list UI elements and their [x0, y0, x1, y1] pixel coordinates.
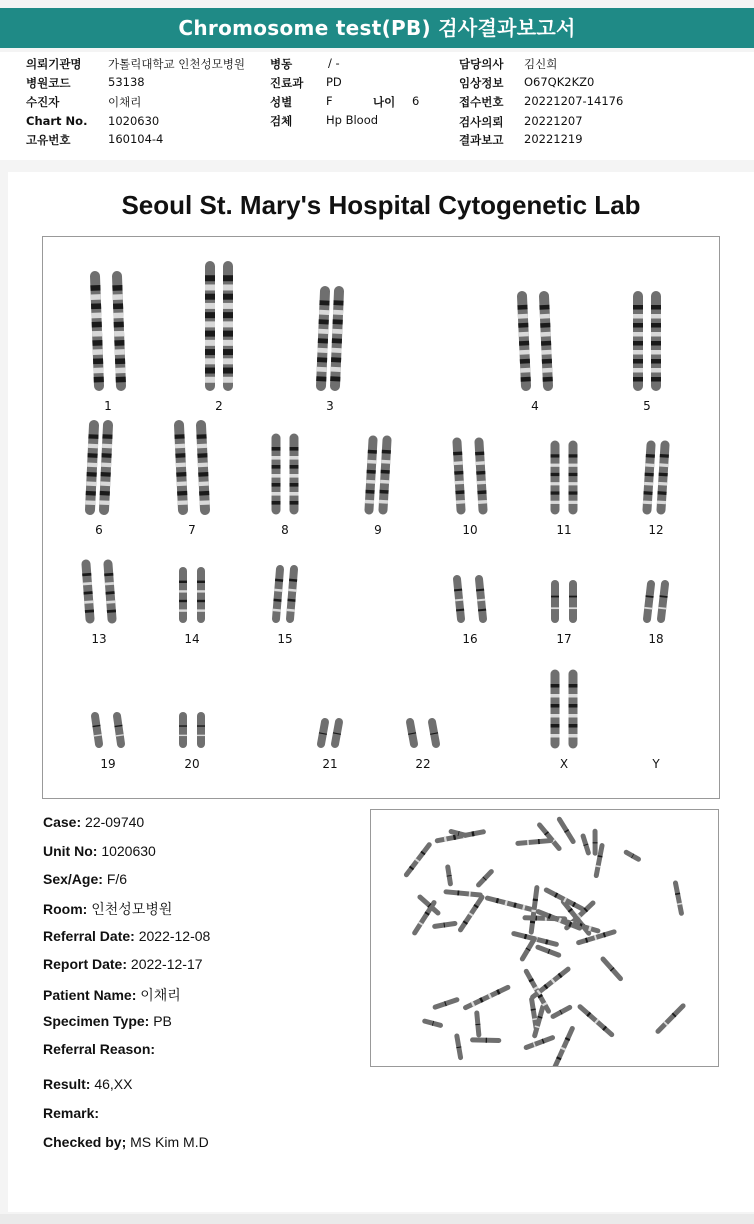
info-value: PD: [326, 75, 342, 89]
info-label: 고유번호: [26, 133, 71, 147]
metaphase-chromosome: [451, 832, 465, 836]
patient-name-row: [43, 985, 181, 1005]
chromosome-6-b: [104, 425, 108, 510]
info-value: Hp Blood: [326, 113, 379, 127]
chromosome-label: 4: [531, 399, 539, 413]
chromosome-1-a: [95, 276, 99, 386]
metaphase-chromosome: [626, 852, 638, 859]
chromosome-label: 8: [281, 523, 289, 537]
info-value: / -: [328, 56, 340, 70]
chromosome-label: 14: [184, 632, 200, 646]
info-label: 진료과: [270, 76, 304, 90]
checked-by-label: Checked by;: [43, 1134, 127, 1150]
metaphase-chromosome: [446, 892, 480, 895]
chromosome-1-b: [117, 276, 121, 386]
result-value: 46,XX: [94, 1076, 133, 1092]
report-date-label: Report Date:: [43, 956, 128, 972]
metaphase-chromosome: [479, 872, 492, 885]
info-value: 20221207-14176: [524, 94, 624, 108]
specimen-row: [43, 1013, 172, 1029]
metaphase-chromosome: [522, 939, 534, 959]
metaphase-chromosome: [466, 987, 508, 1007]
result-label: Result:: [43, 1076, 91, 1092]
chromosome-21-b: [335, 722, 339, 744]
patient-name-label: Patient Name:: [43, 987, 137, 1003]
bottom-strip: [0, 1214, 754, 1224]
unit-row: [43, 843, 156, 859]
chromosome-21-a: [321, 722, 325, 744]
report-date-row: [43, 956, 203, 972]
chromosome-7-a: [179, 425, 183, 510]
chromosome-label: X: [559, 757, 569, 771]
referral-date-value: 2022-12-08: [138, 928, 211, 944]
report-title: Chromosome test(PB) 검사결과보고서: [178, 16, 576, 40]
cytogenetic-report: [8, 172, 754, 1212]
report-title-banner: [0, 8, 754, 48]
info-value: 20221219: [524, 132, 583, 146]
chromosome-19-b: [117, 716, 121, 744]
metaphase-chromosome: [457, 1036, 461, 1058]
chromosome-9-b: [383, 440, 387, 510]
karyogram-panel: [42, 236, 720, 799]
chromosome-10-b: [479, 442, 483, 510]
metaphase-chromosome: [580, 1007, 612, 1035]
chromosome-15-b: [290, 569, 294, 619]
top-strip: [0, 0, 754, 6]
chromosome-label: 20: [184, 757, 200, 771]
metaphase-spread-image: [371, 810, 718, 1066]
chromosome-label: 9: [374, 523, 382, 537]
info-label: 수진자: [26, 95, 60, 109]
chromosome-16-a: [457, 579, 461, 619]
metaphase-chromosome: [473, 1040, 499, 1041]
chromosome-label: 11: [556, 523, 572, 537]
chromosome-13-a: [86, 564, 90, 619]
room-row: [43, 899, 172, 919]
chromosome-label: 22: [415, 757, 431, 771]
chromosome-label: 15: [277, 632, 293, 646]
metaphase-chromosome: [448, 867, 451, 884]
metaphase-chromosome: [460, 897, 482, 930]
sex-age-value: F/6: [106, 871, 128, 887]
chromosome-13-b: [108, 564, 112, 619]
report-date-value: 2022-12-17: [130, 956, 203, 972]
chromosome-label: Y: [652, 757, 660, 771]
chromosome-label: 16: [462, 632, 478, 646]
referral-date-row: [43, 928, 210, 944]
metaphase-chromosome: [538, 947, 559, 955]
lab-title: Seoul St. Mary's Hospital Cytogenetic Lab: [121, 190, 641, 220]
room-label: Room:: [43, 901, 88, 917]
metaphase-chromosome: [658, 1006, 683, 1032]
info-value: 53138: [108, 75, 145, 89]
checked-by-row: [43, 1134, 209, 1150]
patient-info-block: [0, 52, 754, 160]
metaphase-spread-panel: [370, 809, 719, 1067]
remark-row: [43, 1105, 99, 1121]
chromosome-label: 12: [648, 523, 664, 537]
chromosome-label: 1: [104, 399, 112, 413]
checked-by-value: MS Kim M.D: [130, 1134, 209, 1150]
info-value: 20221207: [524, 114, 583, 128]
info-label: 담당의사: [459, 57, 504, 71]
chromosome-label: 5: [643, 399, 651, 413]
info-label: 결과보고: [459, 133, 504, 147]
chromosome-label: 17: [556, 632, 572, 646]
info-value: 이채리: [108, 95, 142, 109]
case-row: [43, 814, 144, 830]
info-label: 병원코드: [26, 76, 71, 90]
referral-reason-row: [43, 1041, 155, 1057]
metaphase-chromosome: [435, 924, 455, 927]
metaphase-chromosome: [579, 932, 614, 943]
chromosome-7-b: [201, 425, 205, 510]
chromosome-12-b: [661, 445, 665, 510]
info-value: O67QK2KZ0: [524, 75, 595, 89]
chromosome-3-a: [321, 291, 325, 386]
chromosome-label: 10: [462, 523, 478, 537]
unit-value: 1020630: [101, 843, 156, 859]
chromosome-label: 7: [188, 523, 196, 537]
result-row: [43, 1076, 132, 1092]
chromosome-label: 6: [95, 523, 103, 537]
chromosome-3-b: [335, 291, 339, 386]
info-value: 1020630: [108, 114, 160, 128]
room-value: 인천성모병원: [91, 901, 173, 917]
chromosome-label: 19: [100, 757, 116, 771]
info-value: 6: [412, 94, 420, 108]
chromosome-18-a: [647, 584, 651, 619]
chromosome-9-a: [369, 440, 373, 510]
chromosome-6-a: [90, 425, 94, 510]
patient-name-value: 이채리: [140, 987, 181, 1003]
referral-date-label: Referral Date:: [43, 928, 135, 944]
referral-reason-label: Referral Reason:: [43, 1041, 156, 1057]
karyogram-image: [43, 237, 719, 798]
chromosome-12-a: [647, 445, 651, 510]
sex-age-label: Sex/Age:: [43, 871, 103, 887]
info-label: 병동: [270, 57, 293, 71]
metaphase-chromosome: [559, 819, 573, 841]
metaphase-chromosome: [518, 841, 551, 844]
info-label: 성별: [270, 95, 293, 109]
chromosome-label: 18: [648, 632, 664, 646]
info-label: 임상정보: [459, 76, 504, 90]
metaphase-chromosome: [553, 1007, 570, 1016]
metaphase-chromosome: [477, 1013, 479, 1035]
info-label: 검체: [270, 114, 293, 128]
info-label: 의뢰기관명: [26, 57, 82, 71]
metaphase-chromosome: [406, 845, 429, 875]
metaphase-chromosome: [603, 959, 620, 979]
info-label: Chart No.: [26, 114, 88, 128]
info-value: 160104-4: [108, 132, 164, 146]
metaphase-chromosome: [540, 825, 560, 849]
sex-age-row: [43, 871, 127, 887]
unit-label: Unit No:: [43, 843, 98, 859]
chromosome-10-a: [457, 442, 461, 510]
metaphase-chromosome: [533, 969, 568, 997]
chromosome-18-b: [661, 584, 665, 619]
specimen-value: PB: [153, 1013, 172, 1029]
chromosome-16-b: [479, 579, 483, 619]
chromosome-22-a: [410, 722, 414, 744]
chromosome-4-a: [522, 296, 526, 386]
metaphase-chromosome: [531, 888, 537, 932]
chromosome-22-b: [432, 722, 436, 744]
info-label: 접수번호: [459, 95, 504, 109]
chromosome-19-a: [95, 716, 99, 744]
case-value: 22-09740: [85, 814, 145, 830]
chromosome-label: 2: [215, 399, 223, 413]
info-value: 김신희: [524, 57, 558, 71]
chromosome-label: 3: [326, 399, 334, 413]
info-label: 나이: [373, 95, 396, 109]
chromosome-label: 21: [322, 757, 338, 771]
chromosome-label: 13: [91, 632, 107, 646]
case-label: Case:: [43, 814, 82, 830]
metaphase-chromosome: [425, 1021, 441, 1025]
metaphase-chromosome: [435, 1000, 457, 1007]
metaphase-chromosome: [487, 898, 531, 909]
metaphase-chromosome: [583, 836, 588, 853]
info-value: F: [326, 94, 333, 108]
metaphase-chromosome: [675, 883, 681, 913]
metaphase-chromosome: [555, 1029, 572, 1066]
chromosome-4-b: [544, 296, 548, 386]
metaphase-chromosome: [532, 999, 536, 1028]
info-value: 가톨릭대학교 인천성모병원: [108, 57, 245, 71]
info-label: 검사의뢰: [459, 115, 504, 129]
chromosome-15-a: [276, 569, 280, 619]
remark-label: Remark:: [43, 1105, 100, 1121]
specimen-label: Specimen Type:: [43, 1013, 150, 1029]
metaphase-chromosome: [526, 1038, 552, 1048]
